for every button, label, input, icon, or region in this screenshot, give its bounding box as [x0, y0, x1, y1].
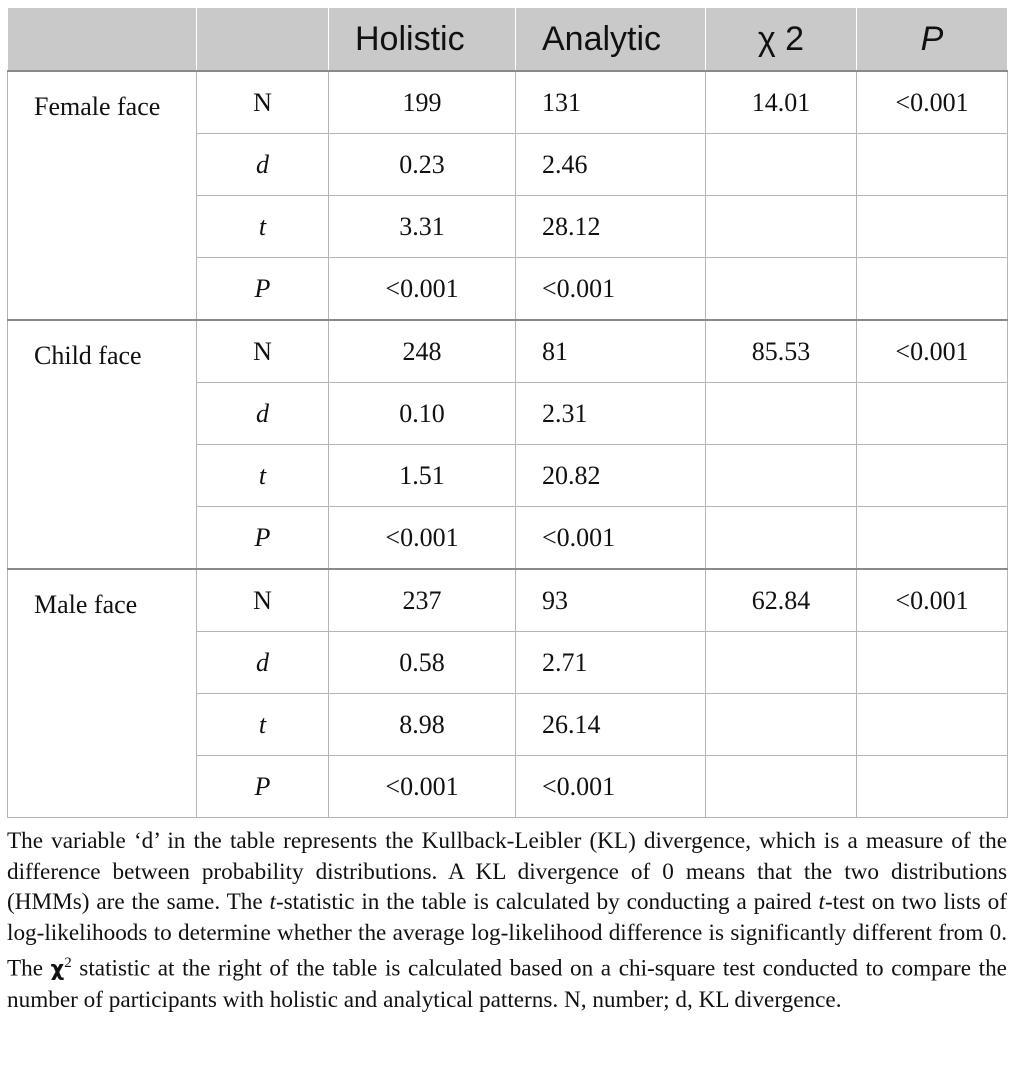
stat-label: P [197, 756, 329, 818]
p-value: <0.001 [857, 569, 1008, 632]
stat-label: N [197, 569, 329, 632]
analytic-value: 2.31 [516, 383, 706, 445]
footnote-t-symbol-2: t [818, 889, 825, 916]
analytic-value: 20.82 [516, 445, 706, 507]
p-value [857, 258, 1008, 321]
p-value [857, 632, 1008, 694]
chi-value [706, 445, 857, 507]
table-footnote [7, 826, 1007, 1015]
chi-value [706, 196, 857, 258]
holistic-value: <0.001 [329, 756, 516, 818]
p-value [857, 134, 1008, 196]
header-stat [197, 8, 329, 72]
group-label: Female face [8, 71, 197, 320]
footnote-text-1: The variable ‘d’ in the table represents the Kullback-Leibler (KL) divergence, which is a measure of the difference between probability distributions. A KL divergence of 0 means that the two distributions (HMMs) are the same. The [7, 828, 1007, 916]
holistic-value: 8.98 [329, 694, 516, 756]
header-group [8, 8, 197, 72]
holistic-value: <0.001 [329, 258, 516, 321]
stat-label: d [197, 383, 329, 445]
group-female-face [8, 71, 1008, 320]
footnote-t-symbol-1: t [269, 889, 276, 916]
analytic-value: 28.12 [516, 196, 706, 258]
analytic-value: 93 [516, 569, 706, 632]
group-male-face [8, 569, 1008, 818]
analytic-value: 26.14 [516, 694, 706, 756]
group-label: Male face [8, 569, 197, 818]
stat-label: d [197, 134, 329, 196]
header-p: P [857, 8, 1008, 72]
p-value [857, 196, 1008, 258]
holistic-value: 0.23 [329, 134, 516, 196]
table-row [8, 320, 1008, 383]
chi-value: 62.84 [706, 569, 857, 632]
chi-value [706, 632, 857, 694]
p-value [857, 383, 1008, 445]
header-holistic: Holistic [329, 8, 516, 72]
analytic-value: 2.46 [516, 134, 706, 196]
group-child-face [8, 320, 1008, 569]
stat-label: P [197, 258, 329, 321]
analytic-value: <0.001 [516, 507, 706, 570]
stat-label: N [197, 71, 329, 134]
header-analytic: Analytic [516, 8, 706, 72]
analytic-value: 2.71 [516, 632, 706, 694]
footnote-text-2: -statistic in the table is calculated by conducting a paired [275, 889, 819, 916]
stat-label: t [197, 196, 329, 258]
holistic-value: 0.58 [329, 632, 516, 694]
chi-value [706, 134, 857, 196]
chi-value [706, 507, 857, 570]
holistic-value: 1.51 [329, 445, 516, 507]
holistic-value: 0.10 [329, 383, 516, 445]
p-value [857, 507, 1008, 570]
chi-value: 14.01 [706, 71, 857, 134]
footnote-text-3: -test on two lists of log-likelihoods to determine whether the average log-likelihood difference is significantly different from 0. The [7, 889, 1007, 983]
holistic-value: 199 [329, 71, 516, 134]
holistic-value: 3.31 [329, 196, 516, 258]
stat-label: P [197, 507, 329, 570]
chi-value [706, 694, 857, 756]
analytic-value: <0.001 [516, 258, 706, 321]
chi-value [706, 383, 857, 445]
stat-label: N [197, 320, 329, 383]
table-row [8, 71, 1008, 134]
holistic-value: 248 [329, 320, 516, 383]
analytic-value: 131 [516, 71, 706, 134]
stat-label: t [197, 445, 329, 507]
stat-label: d [197, 632, 329, 694]
chi-value [706, 258, 857, 321]
p-value [857, 445, 1008, 507]
header-chi-square: χ 2 [706, 8, 857, 72]
holistic-value: 237 [329, 569, 516, 632]
results-table-container [7, 7, 1007, 818]
p-value: <0.001 [857, 71, 1008, 134]
footnote-text-4: statistic at the right of the table is calculated based on a chi-square test conducted to compare the number of participants with holistic and analytical patterns. N, number; d, KL divergence. [7, 956, 1007, 1013]
stat-label: t [197, 694, 329, 756]
p-value [857, 756, 1008, 818]
header-row [8, 8, 1008, 72]
analytic-value: 81 [516, 320, 706, 383]
p-value: <0.001 [857, 320, 1008, 383]
footnote-chi-superscript: 2 [64, 955, 72, 972]
group-label: Child face [8, 320, 197, 569]
table-row [8, 569, 1008, 632]
chi-value: 85.53 [706, 320, 857, 383]
p-value [857, 694, 1008, 756]
chi-value [706, 756, 857, 818]
footnote-chi-symbol: χ [50, 957, 65, 982]
results-table [7, 7, 1008, 818]
analytic-value: <0.001 [516, 756, 706, 818]
holistic-value: <0.001 [329, 507, 516, 570]
